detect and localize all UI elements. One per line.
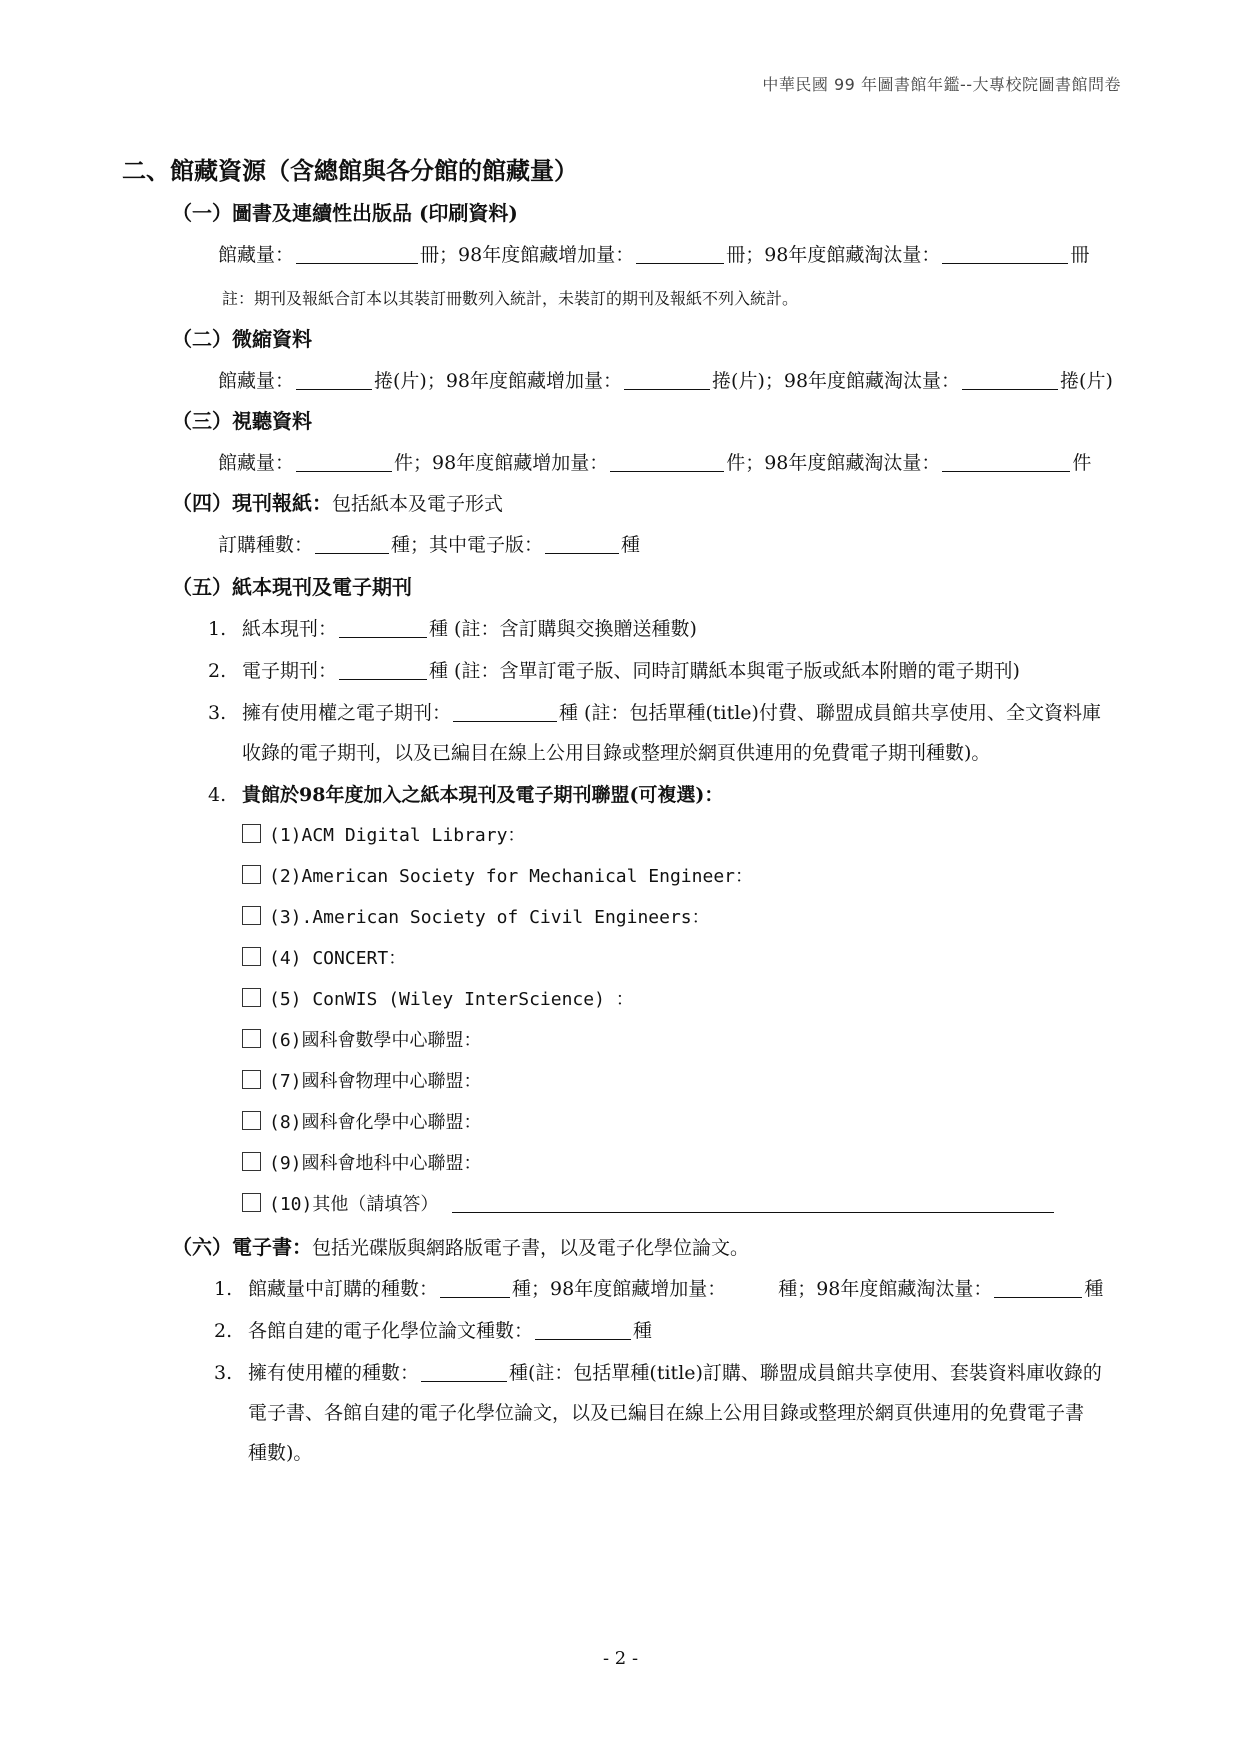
s2-added-blank[interactable] bbox=[624, 369, 710, 390]
s5-item4-num: 4. bbox=[208, 784, 227, 806]
s3-unit3: 件 bbox=[1072, 452, 1092, 474]
page-header: 中華民國 99 年圖書館年鑑--大專校院圖書館問卷 bbox=[762, 75, 1121, 94]
option-asme-label: (2)American Society for Mechanical Engineer： bbox=[269, 866, 753, 887]
s4-electronic-blank[interactable] bbox=[545, 533, 619, 554]
s6-item2-label: 各館自建的電子化學位論文種數： bbox=[248, 1320, 534, 1342]
s5-item3 bbox=[208, 700, 1101, 726]
s5-item4-label: 貴館於98年度加入之紙本現刊及電子期刊聯盟(可複選)： bbox=[242, 784, 724, 806]
option-math-label: (6)國科會數學中心聯盟： bbox=[269, 1030, 482, 1051]
s6-subtitle: 包括光碟版與網路版電子書，以及電子化學位論文。 bbox=[312, 1237, 750, 1259]
option-physics-checkbox[interactable] bbox=[242, 1070, 261, 1089]
option-concert-checkbox[interactable] bbox=[242, 947, 261, 966]
s5-print-journals-blank[interactable] bbox=[339, 617, 427, 638]
option-chemistry-checkbox[interactable] bbox=[242, 1111, 261, 1130]
s3-label: 館藏量： bbox=[218, 452, 295, 474]
option-geoscience[interactable] bbox=[242, 1151, 482, 1177]
option-other-label: (10)其他（請填答） bbox=[269, 1194, 439, 1215]
s6-item3-line2: 電子書、各館自建的電子化學位論文，以及已編目在線上公用目錄或整理於網頁供連用的免費電子書 bbox=[248, 1402, 1085, 1424]
s2-unit2: 捲(片)；98年度館藏淘汰量： bbox=[712, 370, 961, 392]
s5-licensed-ejournals-blank[interactable] bbox=[453, 701, 557, 722]
s3-holdings-blank[interactable] bbox=[296, 451, 392, 472]
option-acm-checkbox[interactable] bbox=[242, 824, 261, 843]
s2-unit3: 捲(片) bbox=[1060, 370, 1113, 392]
s1-label: 館藏量： bbox=[218, 244, 295, 266]
s6-item3 bbox=[214, 1360, 1102, 1386]
s4-heading bbox=[172, 490, 503, 517]
s6-item1 bbox=[214, 1276, 1103, 1302]
option-asme-checkbox[interactable] bbox=[242, 865, 261, 884]
option-other-checkbox[interactable] bbox=[242, 1193, 261, 1212]
s5-item1-label: 紙本現刊： bbox=[242, 618, 338, 640]
s2-withdrawn-blank[interactable] bbox=[962, 369, 1058, 390]
s3-title: （三）視聽資料 bbox=[172, 409, 312, 433]
s6-item1-tail: 種 bbox=[1084, 1278, 1104, 1300]
s6-subscribed-blank[interactable] bbox=[440, 1277, 510, 1298]
s6-licensed-blank[interactable] bbox=[421, 1361, 507, 1382]
s1-added-blank[interactable] bbox=[636, 243, 724, 264]
option-asme[interactable] bbox=[242, 864, 753, 890]
s5-item3-line2: 收錄的電子期刊，以及已編目在線上公用目錄或整理於網頁供連用的免費電子期刊種數)。 bbox=[242, 742, 991, 764]
s6-item3-label: 擁有使用權的種數： bbox=[248, 1362, 420, 1384]
option-math[interactable] bbox=[242, 1028, 482, 1054]
s6-item1-label: 館藏量中訂購的種數： bbox=[248, 1278, 439, 1300]
s6-item1-mid2: 種；98年度館藏淘汰量： bbox=[778, 1278, 993, 1300]
option-asce-checkbox[interactable] bbox=[242, 906, 261, 925]
option-asce[interactable] bbox=[242, 905, 710, 931]
s2-title: （二）微縮資料 bbox=[172, 327, 312, 351]
s1-unit2: 冊；98年度館藏淘汰量： bbox=[726, 244, 941, 266]
s5-item2-num: 2. bbox=[208, 660, 227, 682]
s6-item2 bbox=[214, 1318, 652, 1344]
s4-subscribed-blank[interactable] bbox=[315, 533, 389, 554]
option-acm-label: (1)ACM Digital Library： bbox=[269, 825, 526, 846]
option-concert-label: (4) CONCERT： bbox=[269, 948, 407, 969]
s5-ejournals-blank[interactable] bbox=[339, 659, 427, 680]
s5-item4 bbox=[208, 782, 723, 808]
s5-title: （五）紙本現刊及電子期刊 bbox=[172, 575, 412, 599]
s6-item2-tail: 種 bbox=[633, 1320, 653, 1342]
option-acm[interactable] bbox=[242, 823, 525, 849]
option-concert[interactable] bbox=[242, 946, 406, 972]
s5-item3-label: 擁有使用權之電子期刊： bbox=[242, 702, 452, 724]
s4-label: 訂購種數： bbox=[218, 534, 314, 556]
s6-added-blank[interactable] bbox=[728, 1278, 776, 1298]
s5-item1-num: 1. bbox=[208, 618, 227, 640]
s5-item3-tail: 種 (註：包括單種(title)付費、聯盟成員館共享使用、全文資料庫 bbox=[559, 702, 1101, 724]
s5-item1 bbox=[208, 616, 697, 642]
option-geoscience-label: (9)國科會地科中心聯盟： bbox=[269, 1153, 482, 1174]
s3-unit2: 件；98年度館藏淘汰量： bbox=[726, 452, 941, 474]
s6-item1-mid: 種；98年度館藏增加量： bbox=[512, 1278, 727, 1300]
s1-unit1: 冊；98年度館藏增加量： bbox=[420, 244, 635, 266]
section-title: 二、館藏資源（含總館與各分館的館藏量） bbox=[122, 156, 578, 185]
option-physics[interactable] bbox=[242, 1069, 482, 1095]
option-chemistry-label: (8)國科會化學中心聯盟： bbox=[269, 1112, 482, 1133]
s6-theses-blank[interactable] bbox=[535, 1319, 631, 1340]
s4-fields bbox=[218, 532, 640, 558]
s4-title: （四）現刊報紙： bbox=[172, 491, 332, 515]
s1-note: 註：期刊及報紙合訂本以其裝訂冊數列入統計，未裝訂的期刊及報紙不列入統計。 bbox=[222, 289, 799, 308]
s6-item3-line3: 種數)。 bbox=[248, 1442, 313, 1464]
s5-item2-label: 電子期刊： bbox=[242, 660, 338, 682]
s3-fields bbox=[218, 450, 1091, 476]
s6-heading bbox=[172, 1234, 749, 1261]
s5-item2 bbox=[208, 658, 1020, 684]
option-conwis-checkbox[interactable] bbox=[242, 988, 261, 1007]
option-chemistry[interactable] bbox=[242, 1110, 482, 1136]
s2-holdings-blank[interactable] bbox=[296, 369, 372, 390]
s6-item3-tail: 種(註：包括單種(title)訂購、聯盟成員館共享使用、套裝資料庫收錄的 bbox=[509, 1362, 1102, 1384]
option-asce-label: (3).American Society of Civil Engineers： bbox=[269, 907, 710, 928]
s3-withdrawn-blank[interactable] bbox=[942, 451, 1070, 472]
option-conwis-label: (5) ConWIS (Wiley InterScience) ： bbox=[269, 989, 634, 1010]
option-conwis[interactable] bbox=[242, 987, 634, 1013]
s6-withdrawn-blank[interactable] bbox=[994, 1277, 1082, 1298]
s2-unit1: 捲(片)；98年度館藏增加量： bbox=[374, 370, 623, 392]
option-other[interactable] bbox=[242, 1192, 1056, 1218]
s3-added-blank[interactable] bbox=[610, 451, 724, 472]
page-number: - 2 - bbox=[602, 1648, 639, 1669]
option-math-checkbox[interactable] bbox=[242, 1029, 261, 1048]
s4-unit2: 種 bbox=[621, 534, 641, 556]
s5-item3-num: 3. bbox=[208, 702, 227, 724]
s4-unit1: 種；其中電子版： bbox=[391, 534, 544, 556]
s1-unit3: 冊 bbox=[1070, 244, 1090, 266]
s3-unit1: 件；98年度館藏增加量： bbox=[394, 452, 609, 474]
s6-item2-num: 2. bbox=[214, 1320, 233, 1342]
s6-item3-num: 3. bbox=[214, 1362, 233, 1384]
option-physics-label: (7)國科會物理中心聯盟： bbox=[269, 1071, 482, 1092]
s5-item2-tail: 種 (註：含單訂電子版、同時訂購紙本與電子版或紙本附贈的電子期刊) bbox=[429, 660, 1020, 682]
s1-holdings-blank[interactable] bbox=[296, 243, 418, 264]
s2-label: 館藏量： bbox=[218, 370, 295, 392]
option-geoscience-checkbox[interactable] bbox=[242, 1152, 261, 1171]
s1-fields bbox=[218, 242, 1089, 268]
option-other-input[interactable] bbox=[452, 1192, 1054, 1213]
s5-item1-tail: 種 (註：含訂購與交換贈送種數) bbox=[429, 618, 697, 640]
s1-withdrawn-blank[interactable] bbox=[942, 243, 1068, 264]
s1-title: （一）圖書及連續性出版品 (印刷資料) bbox=[172, 201, 518, 225]
s6-title: （六）電子書： bbox=[172, 1235, 312, 1259]
s6-item1-num: 1. bbox=[214, 1278, 233, 1300]
s2-fields bbox=[218, 368, 1113, 394]
s4-subtitle: 包括紙本及電子形式 bbox=[332, 493, 504, 515]
